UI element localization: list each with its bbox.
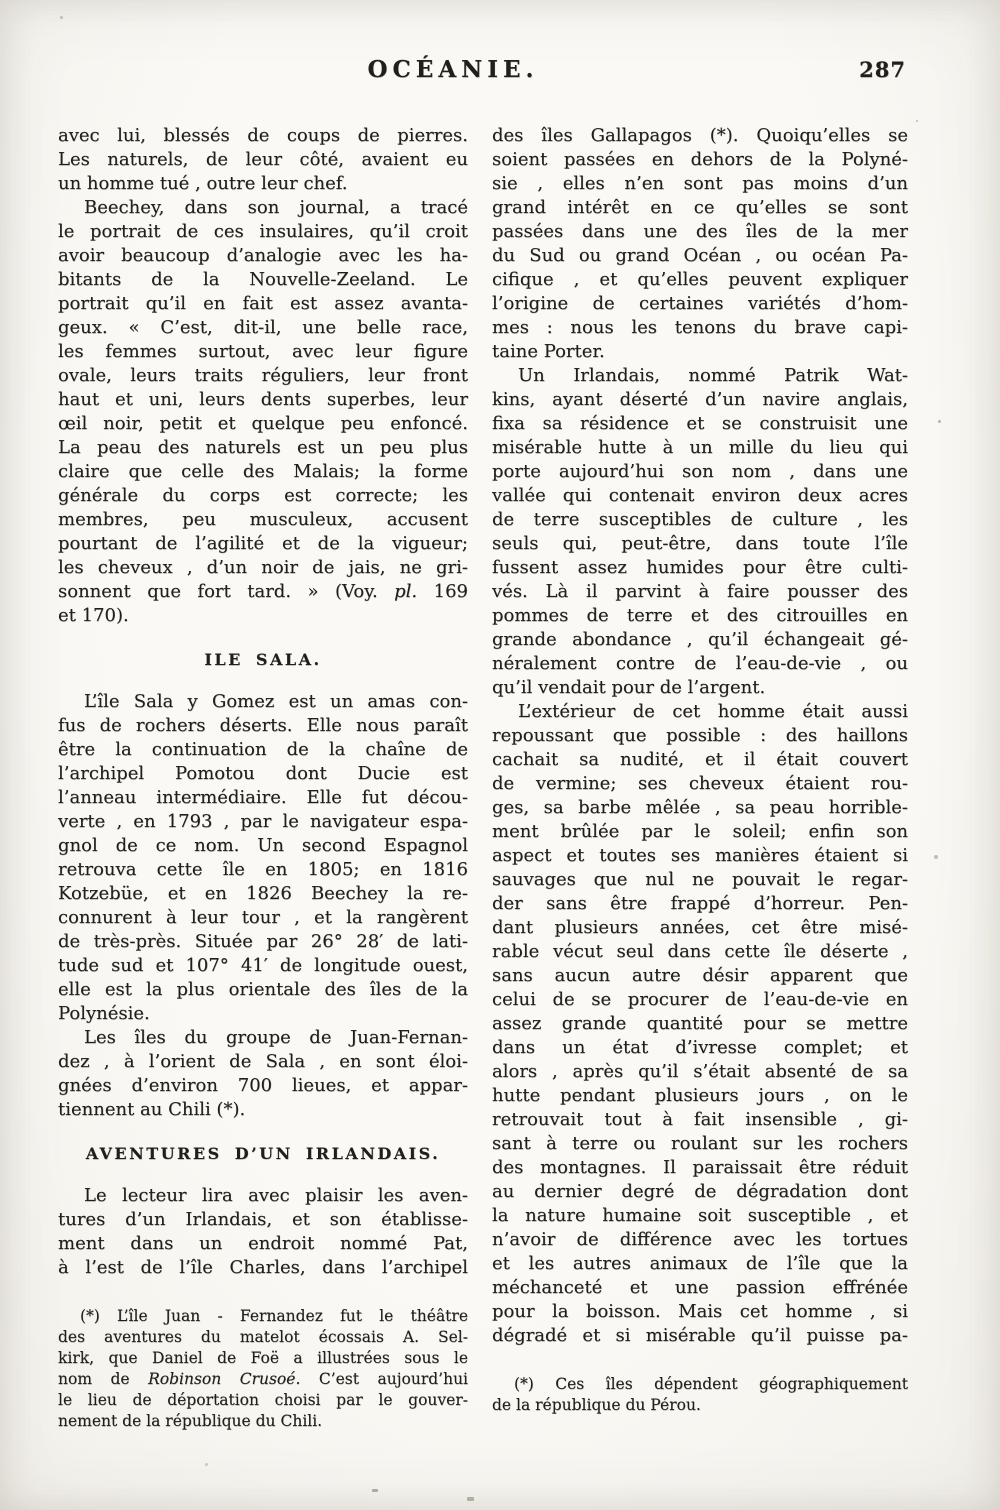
text-line: générale du corps est correcte; les bbox=[58, 485, 468, 506]
text-line: de très-près. Située par 26° 28′ de lati- bbox=[58, 931, 468, 952]
text-line: Les naturels, de leur côté, avaient eu bbox=[58, 149, 468, 170]
text-line: des montagnes. Il paraissait être réduit bbox=[492, 1157, 908, 1178]
text-line: misérable hutte à un mille du lieu qui bbox=[492, 437, 908, 458]
text-line: nement de la république du Chili. bbox=[58, 1412, 323, 1430]
text-line: des îles Gallapagos (*). Quoiqu’elles se bbox=[492, 125, 908, 146]
text-line: un homme tué , outre leur chef. bbox=[58, 173, 348, 194]
text-line: claire que celle des Malais; la forme bbox=[58, 461, 468, 482]
text-line: méchanceté et une passion effrénée bbox=[492, 1277, 908, 1298]
text-line: passées dans une des îles de la mer bbox=[492, 221, 908, 242]
text-line: les femmes surtout, avec leur figure bbox=[58, 341, 468, 362]
text-line: pour la boisson. Mais cet homme , si bbox=[492, 1301, 908, 1322]
text-line: gnées d’environ 700 lieues, et appar- bbox=[58, 1075, 468, 1096]
text-line: de terre susceptibles de culture , les bbox=[492, 509, 908, 530]
scan-speck bbox=[372, 1489, 378, 1492]
text-line: sie , elles n’en sont pas moins d’un bbox=[492, 173, 908, 194]
paragraph bbox=[492, 700, 908, 1348]
text-line: néralement contre de l’eau-de-vie , ou bbox=[492, 653, 908, 674]
text-line: rable vécut seul dans cette île déserte , bbox=[492, 941, 908, 962]
text-line: alors , après qu’il s’était absenté de sa bbox=[492, 1061, 908, 1082]
text-line: cifique , et qu’elles peuvent expliquer bbox=[492, 269, 908, 290]
text-line: ovale, leurs traits réguliers, leur front bbox=[58, 365, 468, 386]
text-line: dez , à l’orient de Sala , en sont éloi- bbox=[58, 1051, 468, 1072]
text-line: sans aucun autre désir apparent que bbox=[492, 965, 908, 986]
text-line: Polynésie. bbox=[58, 1003, 150, 1024]
scan-speck bbox=[934, 855, 938, 859]
text-line: à l’est de l’île Charles, dans l’archipel bbox=[58, 1257, 468, 1278]
left-column bbox=[58, 124, 468, 1432]
text-line: l’anneau intermédiaire. Elle fut décou- bbox=[58, 787, 468, 808]
text-line: porte aujourd’hui son nom , dans une bbox=[492, 461, 908, 482]
text-line: le portrait de ces insulaires, qu’il croit bbox=[58, 221, 468, 242]
text-line: fussent assez humides pour être culti- bbox=[492, 557, 908, 578]
text-line: retrouva cette île en 1805; en 1816 bbox=[58, 859, 468, 880]
scan-speck bbox=[916, 120, 918, 122]
text-line: (*) Ces îles dépendent géographiquement bbox=[514, 1375, 908, 1393]
text-line: les cheveux , d’un noir de jais, ne gri- bbox=[58, 557, 468, 578]
running-head bbox=[58, 56, 908, 88]
paragraph bbox=[58, 1026, 468, 1122]
text-line: kirk, que Daniel de Foë a illustrées sous le bbox=[58, 1349, 468, 1367]
text-line: ges, sa barbe mêlée , sa peau horrible- bbox=[492, 797, 908, 818]
text-line: membres, peu musculeux, accusent bbox=[58, 509, 468, 530]
paragraph bbox=[58, 1184, 468, 1280]
text-line: de la république du Pérou. bbox=[492, 1396, 701, 1414]
text-line: l’origine de certaines variétés d’hom- bbox=[492, 293, 908, 314]
text-line: œil noir, petit et quelque peu enfoncé. bbox=[58, 413, 468, 434]
text-line: verte , en 1793 , par le navigateur espa- bbox=[58, 811, 468, 832]
text-line: elle est la plus orientale des îles de la bbox=[58, 979, 468, 1000]
text-line: grande abondance , qu’il échangeait gé- bbox=[492, 629, 908, 650]
text-line: geux. « C’est, dit-il, une belle race, bbox=[58, 317, 468, 338]
text-line: Un Irlandais, nommé Patrik Wat- bbox=[518, 365, 908, 386]
text-line: celui de se procurer de l’eau-de-vie en bbox=[492, 989, 908, 1010]
text-line: taine Porter. bbox=[492, 341, 605, 362]
text-line: Le lecteur lira avec plaisir les aven- bbox=[84, 1185, 468, 1206]
text-line: l’archipel Pomotou dont Ducie est bbox=[58, 763, 468, 784]
text-line: avoir beaucoup d’analogie avec les ha- bbox=[58, 245, 468, 266]
text-line: pourtant de l’agilité et de la vigueur; bbox=[58, 533, 468, 554]
paragraph bbox=[492, 124, 908, 364]
text-line: qu’il vendait pour de l’argent. bbox=[492, 677, 766, 698]
text-line: gnol de ce nom. Un second Espagnol bbox=[58, 835, 468, 856]
text-line: aspect et toutes ses manières étaient si bbox=[492, 845, 908, 866]
text-line: et 170). bbox=[58, 605, 129, 626]
text-line: soient passées en dehors de la Polyné- bbox=[492, 149, 908, 170]
text-line: pommes de terre et des citrouilles en bbox=[492, 605, 908, 626]
text-line: Les îles du groupe de Juan-Fernan- bbox=[84, 1027, 468, 1048]
text-line: dégradé et si misérable qu’il puisse pa- bbox=[492, 1325, 908, 1346]
scan-speck bbox=[205, 1463, 208, 1466]
text-line: sauvages que nul ne pouvait le regar- bbox=[492, 869, 908, 890]
section-heading: AVENTURES D’UN IRLANDAIS. bbox=[85, 1144, 441, 1163]
text-line: n’avoir de différence avec les tortues bbox=[492, 1229, 908, 1250]
right-column bbox=[492, 124, 908, 1416]
text-line: au dernier degré de dégradation dont bbox=[492, 1181, 908, 1202]
text-line: La peau des naturels est un peu plus bbox=[58, 437, 468, 458]
text-line: retrouvait tout à fait insensible , gi- bbox=[492, 1109, 908, 1130]
text-line: (*) L’île Juan - Fernandez fut le théâtre bbox=[80, 1307, 468, 1325]
text-line: L’île Sala y Gomez est un amas con- bbox=[84, 691, 468, 712]
text-line: kins, ayant déserté d’un navire anglais, bbox=[492, 389, 908, 410]
scan-speck bbox=[467, 1497, 474, 1501]
footnote bbox=[58, 1306, 468, 1432]
text-line: der sans être frappé d’horreur. Pen- bbox=[492, 893, 908, 914]
text-line: sant à terre ou roulant sur les rochers bbox=[492, 1133, 908, 1154]
paragraph bbox=[492, 364, 908, 700]
text-line: nom de Robinson Crusoé. C’est aujourd’hui bbox=[58, 1370, 469, 1388]
text-line: Beechey, dans son journal, a tracé bbox=[84, 197, 468, 218]
text-line: tude sud et 107° 41′ de longitude ouest, bbox=[58, 955, 468, 976]
page-title: OCÉANIE. bbox=[367, 56, 539, 83]
text-line: assez grande quantité pour se mettre bbox=[492, 1013, 908, 1034]
text-line: être la continuation de la chaîne de bbox=[58, 739, 468, 760]
text-line: connurent à leur tour , et la rangèrent bbox=[58, 907, 468, 928]
scan-speck bbox=[938, 420, 941, 423]
text-line: dant plusieurs années, cet être misé- bbox=[492, 917, 908, 938]
text-line: vallée qui contenait environ deux acres bbox=[492, 485, 908, 506]
section-heading: ILE SALA. bbox=[204, 650, 322, 669]
scan-speck bbox=[60, 16, 63, 19]
text-line: haut et uni, leurs dents superbes, leur bbox=[58, 389, 468, 410]
page-number: 287 bbox=[859, 57, 906, 82]
text-line: fixa sa résidence et se construisit une bbox=[492, 413, 908, 434]
text-line: cachait sa nudité, et il était couvert bbox=[492, 749, 908, 770]
paragraph bbox=[58, 124, 468, 196]
text-line: bitants de la Nouvelle-Zeeland. Le bbox=[58, 269, 468, 290]
text-line: Kotzebüe, et en 1826 Beechey la re- bbox=[58, 883, 468, 904]
text-line: du Sud ou grand Océan , ou océan Pa- bbox=[492, 245, 908, 266]
page-content bbox=[58, 56, 908, 1432]
text-line: mes : nous les tenons du brave capi- bbox=[492, 317, 908, 338]
text-line: ment brûlée par le soleil; enfin son bbox=[492, 821, 908, 842]
text-line: fus de rochers déserts. Elle nous paraît bbox=[58, 715, 468, 736]
text-line: sonnent que fort tard. » (Voy. pl. 169 bbox=[58, 581, 468, 602]
text-line: tures d’un Irlandais, et son établisse- bbox=[58, 1209, 468, 1230]
footnote bbox=[492, 1374, 908, 1416]
text-line: avec lui, blessés de coups de pierres. bbox=[58, 125, 468, 146]
text-line: hutte pendant plusieurs jours , on le bbox=[492, 1085, 908, 1106]
text-line: L’extérieur de cet homme était aussi bbox=[518, 701, 908, 722]
text-line: grand intérêt en ce qu’elles se sont bbox=[492, 197, 908, 218]
text-line: seuls qui, peut-être, dans toute l’île bbox=[492, 533, 908, 554]
text-line: tiennent au Chili (*). bbox=[58, 1099, 246, 1120]
text-line: vés. Là il parvint à faire pousser des bbox=[492, 581, 908, 602]
two-column-text bbox=[58, 124, 908, 1432]
text-line: ment dans un endroit nommé Pat, bbox=[58, 1233, 468, 1254]
text-line: et les autres animaux de l’île que la bbox=[492, 1253, 908, 1274]
paragraph bbox=[58, 690, 468, 1026]
text-line: de vermine; ses cheveux étaient rou- bbox=[492, 773, 908, 794]
text-line: des aventures du matelot écossais A. Sel- bbox=[58, 1328, 468, 1346]
paragraph bbox=[58, 196, 468, 628]
text-line: repoussant que possible : des haillons bbox=[492, 725, 908, 746]
text-line: portrait qu’il en fait est assez avanta- bbox=[58, 293, 468, 314]
text-line: la nature humaine soit susceptible , et bbox=[492, 1205, 908, 1226]
text-line: le lieu de déportation choisi par le gouver- bbox=[58, 1391, 468, 1409]
text-line: dans un état d’ivresse complet; et bbox=[492, 1037, 908, 1058]
